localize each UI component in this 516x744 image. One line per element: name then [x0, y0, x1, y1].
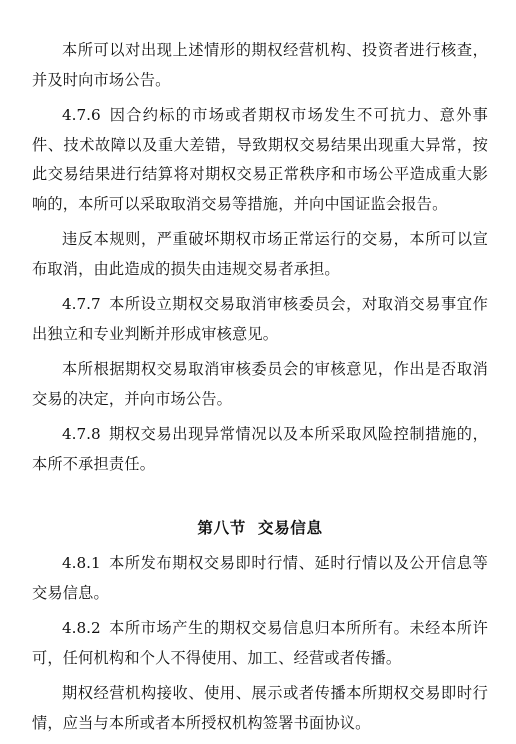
- article-4-8-1: [32, 549, 488, 608]
- article-text: 本所设立期权交易取消审核委员会，对取消交易事宜作出独立和专业判断并形成审核意见。: [32, 295, 488, 343]
- article-text: 本所市场产生的期权交易信息归本所所有。未经本所许可，任何机构和个人不得使用、加工、经营或者传播。: [32, 619, 488, 667]
- document-body: [32, 36, 488, 744]
- article-4-7-7: [32, 290, 488, 349]
- section-label: 第八节: [197, 518, 246, 537]
- article-number: 4.7.8: [62, 425, 101, 443]
- article-number: 4.7.7: [62, 295, 101, 313]
- paragraph-data-agreement: [32, 679, 488, 738]
- paragraph-text: 违反本规则，严重破坏期权市场正常运行的交易，本所可以宣布取消，由此造成的损失由违规交易者承担。: [32, 230, 488, 278]
- article-number: 4.8.2: [62, 619, 101, 637]
- section-title: 交易信息: [257, 518, 323, 537]
- paragraph-verification-notice: [32, 36, 488, 95]
- article-4-8-2: [32, 614, 488, 673]
- paragraph-cancellation-decision: [32, 355, 488, 414]
- article-4-7-6: [32, 101, 488, 219]
- paragraph-violation-cancellation: [32, 225, 488, 284]
- paragraph-text: 本所可以对出现上述情形的期权经营机构、投资者进行核查，并及时向市场公告。: [32, 41, 488, 89]
- paragraph-text: 本所根据期权交易取消审核委员会的审核意见，作出是否取消交易的决定，并向市场公告。: [32, 360, 488, 408]
- article-text: 本所发布期权交易即时行情、延时行情以及公开信息等交易信息。: [32, 554, 488, 602]
- article-number: 4.8.1: [62, 554, 101, 572]
- article-text: 期权交易出现异常情况以及本所采取风险控制措施的，本所不承担责任。: [32, 425, 488, 473]
- article-4-7-8: [32, 420, 488, 479]
- section-heading: [32, 515, 488, 541]
- article-number: 4.7.6: [62, 106, 101, 124]
- paragraph-text: 期权经营机构接收、使用、展示或者传播本所期权交易即时行情，应当与本所或者本所授权机构签署书面协议。: [32, 684, 488, 732]
- article-text: 因合约标的市场或者期权市场发生不可抗力、意外事件、技术故障以及重大差错，导致期权交易结果出现重大异常，按此交易结果进行结算将对期权交易正常秩序和市场公平造成重大影响的，本所可以采取取消交易等措施，并向中国证监会报告。: [32, 106, 488, 213]
